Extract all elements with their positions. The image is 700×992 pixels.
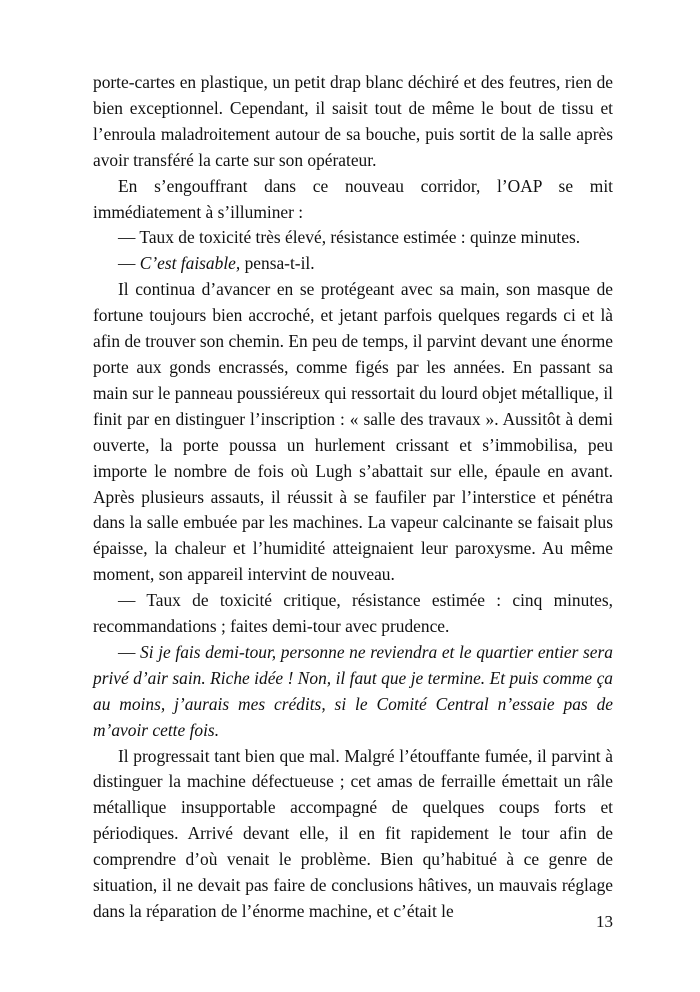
page-number: 13 — [596, 912, 613, 931]
dialogue-line — [93, 588, 613, 640]
text-run: — Taux de toxicité critique, résistance estimée : cinq minutes, recommandations ; faites demi-tour avec prudence. — [93, 590, 613, 637]
text-run: — — [118, 641, 141, 662]
paragraph — [93, 277, 613, 588]
text-run: — — [118, 253, 140, 274]
paragraph — [93, 744, 613, 925]
text-run: porte-cartes en plastique, un petit drap blanc déchiré et des feutres, rien de bien exceptionnel. Cependant, il saisit tout de même le bout de tissu et l’enroula maladroitement autour de sa bouche, puis sortit de la salle après avoir transféré la carte sur son opérateur. — [93, 72, 613, 170]
paragraph — [93, 70, 613, 174]
page-body — [93, 70, 613, 925]
text-run: pensa-t-il. — [240, 253, 315, 274]
paragraph — [93, 174, 613, 226]
text-run: Il progressait tant bien que mal. Malgré l’étouffante fumée, il parvint à distinguer la machine défectueuse ; cet amas de ferraille émettait un râle métallique insupportable accompagné de quelques coups forts et périodiques. Arrivé devant elle, il en fit rapidement le tour afin de comprendre d’où venait le problème. Bien qu’habitué à ce genre de situation, il ne devait pas faire de conclusions hâtives, un mauvais réglage dans la réparation de l’énorme machine, et c’était le — [93, 745, 613, 921]
dialogue-line — [93, 640, 613, 744]
text-run: — Taux de toxicité très élevé, résistance estimée : quinze minutes. — [118, 227, 581, 248]
text-run: En s’engouffrant dans ce nouveau corridor, l’OAP se mit immédiatement à s’illuminer : — [93, 175, 613, 222]
dialogue-line — [93, 225, 613, 251]
dialogue-line — [93, 251, 613, 277]
italic-thought: Si je fais demi-tour, personne ne reviendra et le quartier entier sera privé d’air sain. Riche idée ! Non, il faut que je termine. Et puis comme ça au moins, j’aurais mes crédits, si le Comité Central n’essaie pas de m’avoir cette fois. — [93, 641, 613, 740]
italic-thought: C’est faisable, — [139, 253, 241, 274]
text-run: Il continua d’avancer en se protégeant avec sa main, son masque de fortune toujours bien accroché, et jetant parfois quelques regards ci et là afin de trouver son chemin. En peu de temps, il parvint devant une énorme porte aux gonds encrassés, comme figés par les années. En passant sa main sur le panneau poussiéreux qui ressortait du lourd objet métallique, il finit par en distinguer l’inscription : « salle des travaux ». Aussitôt à demi ouverte, la porte poussa un hurlement crissant et s’immobilisa, peu importe le nombre de fois où Lugh s’abattait sur elle, épaule en avant. Après plusieurs assauts, il réussit à se faufiler par l’interstice et pénétra dans la salle embuée par les machines. La vapeur calcinante se faisait plus épaisse, la chaleur et l’humidité atteignaient leur paroxysme. Au même moment, son appareil intervint de nouveau. — [93, 279, 613, 585]
